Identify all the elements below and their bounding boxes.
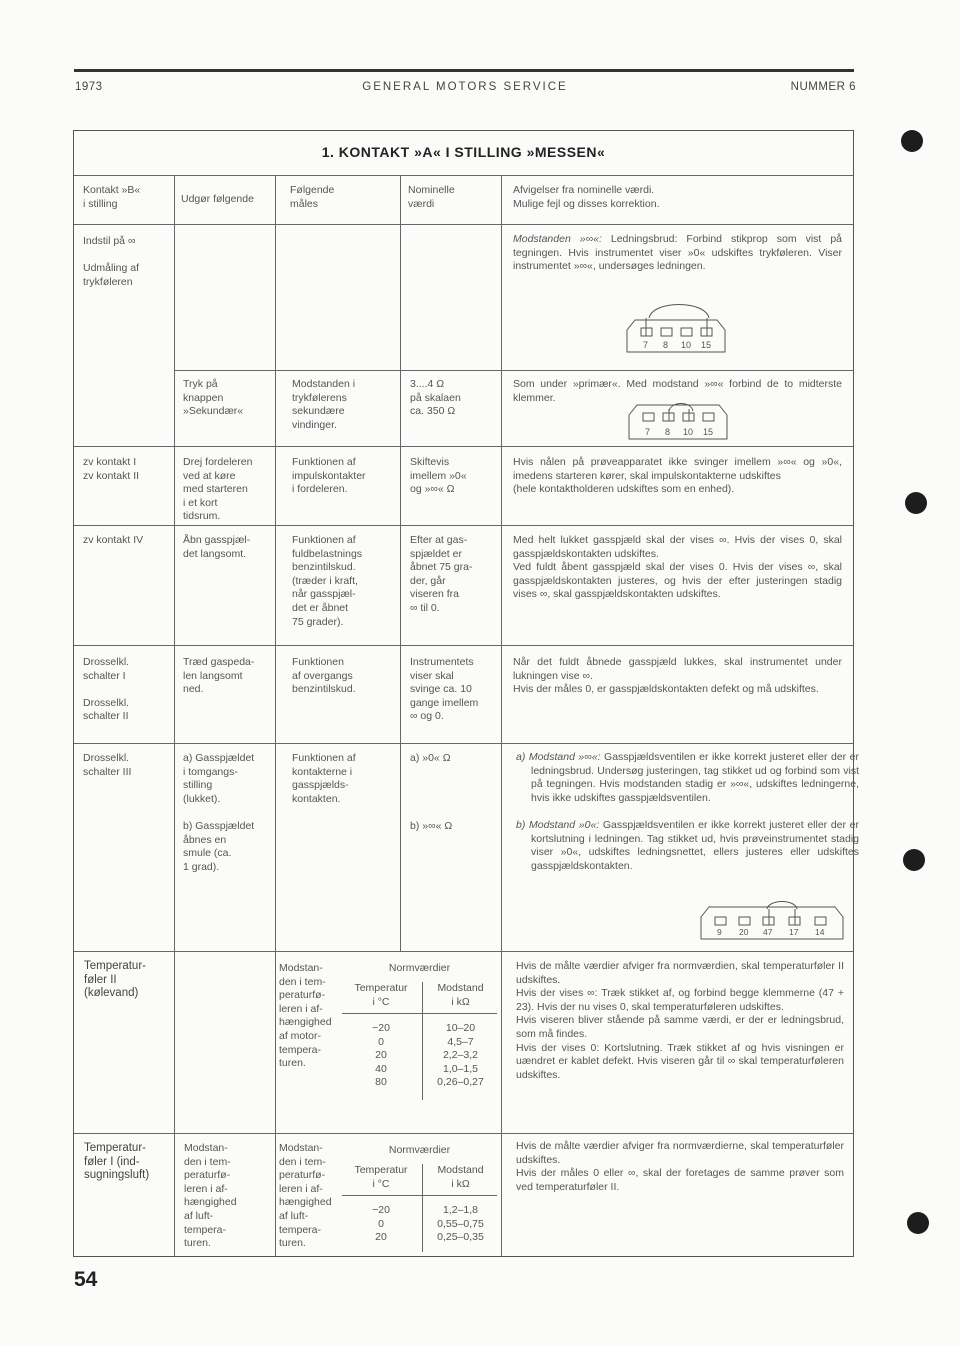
- connector-diagram-icon: [627, 393, 729, 441]
- row3-action: Åbn gasspjæl- det langsomt.: [183, 534, 251, 560]
- row0-contact: Indstil på ∞ Udmåling af trykføleren: [83, 235, 140, 288]
- connector-diagram-icon: [699, 891, 845, 941]
- norm-res: 1,2–1,8 0,55–0,75 0,25–0,35: [437, 1204, 484, 1244]
- header-rule: [74, 69, 854, 72]
- row7-deviation: Hvis de målte værdier afviger fra normværdierne, skal temperaturføler udskiftes. Hvis der måles 0 eller ∞, skal der foretages de samme prøver som ved temperaturføler II.: [516, 1140, 844, 1193]
- connector-diagram-icon: [625, 296, 727, 356]
- binder-hole-icon: [901, 130, 923, 152]
- row0-deviation: Modstanden »∞«: Ledningsbrud: Forbind stikprop som vist på tegningen. Hvis instrumentet viser »0« udskiftes trykføleren. Viser instrumentet »∞«, undersøges ledningen.: [513, 233, 842, 273]
- terminal-label: 15: [703, 427, 714, 437]
- binder-hole-icon: [907, 1212, 929, 1234]
- norm-res: 10–20 4,5–7 2,2–3,2 1,0–1,5 0,26–0,27: [437, 1022, 484, 1089]
- row2-contact: zv kontakt I zv kontakt II: [83, 456, 140, 482]
- terminal-label: 8: [665, 427, 671, 437]
- terminal-label: 9: [717, 927, 722, 937]
- row5-action-b: b) Gasspjældet åbnes en smule (ca. 1 grad).: [183, 820, 255, 873]
- row2-action: Drej fordeleren ved at køre med starteren i et kort tidsrum.: [183, 456, 253, 523]
- norm-title: Normværdier: [388, 1144, 451, 1156]
- row4-measure: Funktionen af overgangs benzintilskud.: [292, 656, 356, 696]
- norm-head-temp: Temperatur i °C: [354, 982, 408, 1008]
- row1-nominal: 3....4 Ω på skalaen ca. 350 Ω: [410, 378, 461, 418]
- header-publication: GENERAL MOTORS SERVICE: [362, 81, 568, 93]
- row4-contact: Drosselkl. schalter I Drosselkl. schalter II: [83, 656, 130, 723]
- row1-action: Tryk på knappen »Sekundær«: [183, 378, 244, 418]
- col-header-nominal: Nominelle værdi: [408, 184, 455, 210]
- row5-deviation-a: a) Modstand »∞«: Gasspjældsventilen er ikke korrekt justeret eller der er ledningsbrud. Undersøg justeringen, tag stikket ud og forbind som vist på tegningen. Hvis modstanden stadig er »∞«, udskiftes ledningerne, hvis ikke udskiftes gasspjældsventilen.: [516, 751, 859, 804]
- terminal-label: 14: [815, 927, 825, 937]
- binder-hole-icon: [903, 849, 925, 871]
- row1-deviation: Som under »primær«. Med modstand »∞« forbind de to midterste klemmer.: [513, 378, 842, 404]
- terminal-label: 8: [663, 340, 669, 350]
- row3-deviation: Med helt lukket gasspjæld skal der vises ∞. Hvis der vises 0, skal gasspjældskontakten udskiftes. Ved fuldt åbent gasspjæld skal der vises 0. Hvis der vises ∞, skal gasspjældskontakten justeres, og hvis der efter justeringen stadig vises ∞, skal gasspjældskontakten udskiftes.: [513, 534, 842, 601]
- row5-action-a: a) Gasspjældet i tomgangs- stilling (lukket).: [183, 752, 255, 805]
- col-header-contact: Kontakt »B« i stilling: [83, 184, 141, 210]
- page-number: 54: [74, 1268, 98, 1291]
- row3-contact: zv kontakt IV: [83, 534, 144, 546]
- row6-norm-table: [342, 960, 497, 1100]
- norm-temps: −20 0 20 40 80: [372, 1022, 390, 1089]
- test-table: [73, 130, 859, 1257]
- norm-title: Normværdier: [388, 962, 451, 974]
- norm-head-res: Modstand i kΩ: [437, 1164, 484, 1190]
- terminal-label: 7: [643, 340, 649, 350]
- col-header-action: Udgør følgende: [181, 193, 254, 205]
- norm-temps: −20 0 20: [372, 1204, 390, 1244]
- binder-hole-icon: [905, 492, 927, 514]
- row7-contact: Temperatur- føler I (ind- sugningsluft): [84, 1142, 150, 1182]
- row5-nominal-a: a) »0« Ω: [410, 752, 451, 764]
- row6-contact: Temperatur- føler II (kølevand): [84, 960, 146, 1000]
- terminal-label: 20: [739, 927, 749, 937]
- terminal-label: 10: [683, 427, 694, 437]
- row7-norm-table: [342, 1142, 497, 1252]
- norm-head-res: Modstand i kΩ: [437, 982, 484, 1008]
- terminal-label: 10: [681, 340, 692, 350]
- terminal-label: 17: [789, 927, 799, 937]
- row5-measure: Funktionen af kontakterne i gasspjælds- kontakten.: [292, 752, 356, 805]
- row7-action: Modstan- den i tem- peraturfø- leren i af- hængighed af luft- tempera- turen.: [184, 1142, 237, 1250]
- col-header-measure: Følgende måles: [290, 184, 335, 210]
- row1-measure: Modstanden i trykfølerens sekundære vindinger.: [292, 378, 356, 431]
- header-year: 1973: [75, 81, 103, 93]
- row5-contact: Drosselkl. schalter III: [83, 752, 132, 778]
- terminal-label: 7: [645, 427, 651, 437]
- row5-deviation-b: b) Modstand »0«: Gasspjældsventilen er ikke korrekt justeret eller der er kortslutning i ledningen. Tag stikket ud, hvis prøveinstrumentet stadig viser »0«, udskiftes ledningsnettet, ellers justeres eller udskiftes gasspjældskontakten.: [516, 819, 859, 872]
- row3-measure: Funktionen af fuldbelastnings benzintilskud. (træder i kraft, når gasspjæl- det er åbnet 75 grader).: [292, 534, 363, 628]
- terminal-label: 47: [763, 927, 773, 937]
- row4-action: Træd gaspeda- len langsomt ned.: [183, 656, 255, 696]
- norm-head-temp: Temperatur i °C: [354, 1164, 408, 1190]
- row4-deviation: Når det fuldt åbnede gasspjæld lukkes, skal instrumentet under lukningen vise ∞. Hvis der måles 0, er gasspjældskontakten defekt og må udskiftes.: [513, 656, 842, 696]
- table-title: 1. KONTAKT »A« I STILLING »MESSEN«: [321, 144, 606, 160]
- row6-deviation: Hvis de målte værdier afviger fra normværdien, skal temperaturføler II udskiftes. Hvis der vises ∞: Træk stikket af, og forbind begge klemmerne (47 + 23). Hvis der nu vises 0, skal temperaturføleren udskiftes. Hvis viseren bliver stående på samme værdi, er der er ledningsbrud, som må findes. Hvis der vises 0: Kortslutning. Træk stikket af og hvis visningen er uændret er kablet defekt. Hvis viseren går til ∞ skal temperaturføleren udskiftes.: [516, 960, 844, 1081]
- header-issue: NUMMER 6: [790, 81, 856, 93]
- row2-deviation: Hvis nålen på prøveapparatet ikke svinger imellem »∞« og »0«, imedens starteren kører, skal impulskontakterne udskiftes (hele kontaktholderen udskiftes som en enhed).: [513, 456, 842, 496]
- row3-nominal: Efter at gas- spjældet er åbnet 75 gra- der, går viseren fra ∞ til 0.: [410, 534, 473, 614]
- row5-nominal-b: b) »∞« Ω: [410, 820, 453, 832]
- terminal-label: 15: [701, 340, 712, 350]
- row2-measure: Funktionen af impulskontakter i fordeleren.: [292, 456, 366, 496]
- row7-measure: Modstan- den i tem- peraturfø- leren i af- hængighed af luft- tempera- turen.: [279, 1142, 332, 1250]
- row2-nominal: Skiftevis imellem »0« og »∞« Ω: [410, 456, 467, 496]
- row6-measure: Modstan- den i tem- peraturfø- leren i af- hængighed af motor- tempera- turen.: [279, 962, 332, 1070]
- row4-nominal: Instrumentets viser skal svinge ca. 10 gange imellem ∞ og 0.: [410, 656, 479, 723]
- col-header-deviation: Afvigelser fra nominelle værdi. Mulige fejl og disses korrektion.: [513, 184, 660, 210]
